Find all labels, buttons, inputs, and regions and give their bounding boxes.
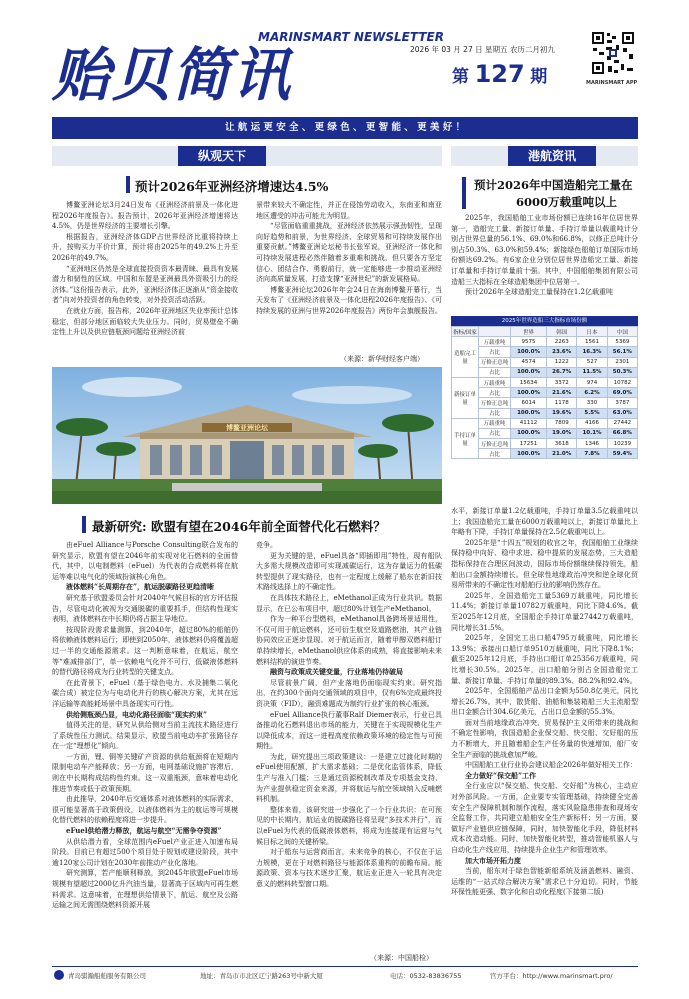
article3-body — [451, 506, 638, 898]
paragraph: 尽管前景广阔，但产业落地仍面临现实约束。研究指出，在约300个面向交通领域的项目中，仅有6%完成最终投资决策（FID），融资难题成为制约行业扩张的核心瓶颈。 — [256, 678, 442, 708]
unit-cell: 万载重吨 — [479, 418, 511, 428]
paragraph: 值得关注的是，研究从供给侧对当前主流技术路径进行了系统性压力测试。结果显示，欧盟当前电动车扩张路径存在一定“理想化”倾向。 — [52, 721, 238, 751]
table-cell: 100.0% — [511, 449, 547, 459]
table-cell: 1178 — [547, 398, 577, 408]
table-cell: 4574 — [511, 357, 547, 367]
article2-title[interactable]: 最新研究: 欧盟有望在2046年前全面替代化石燃料？ — [92, 519, 386, 534]
header-cell: 中国 — [607, 327, 637, 337]
header-cell: 世界 — [511, 327, 547, 337]
unit-cell: 万修正总吨 — [479, 439, 511, 449]
table-cell: 21.0% — [547, 449, 577, 459]
group-label: 新接订单量 — [452, 377, 479, 418]
table-cell: 16.3% — [577, 347, 607, 357]
paragraph: 作为一种平台型燃料，eMethanol具备跨场景适用性，不仅可用于航运燃料，还可衍生航空及道路燃油，其产业链协同效应正逐步显现。对于航运而言，随着甲醇双燃料船订单持续增长，eMethanol供应体系的成熟，将直接影响未来燃料结构的演进节奏。 — [256, 615, 442, 666]
paragraph: 研究基于欧盟委员会针对2040年气候目标的官方评估报告，尽管电动化被视为交通脱碳的重要抓手，但结构性现实表明，液体燃料在中长期仍将占据主导地位。 — [52, 593, 238, 624]
table-cell: 59.4% — [607, 449, 637, 459]
table-cell: 3618 — [547, 439, 577, 449]
article1-title[interactable]: 预计2026年亚洲经济增速达4.5% — [135, 179, 329, 194]
unit-cell: 占比 — [479, 408, 511, 418]
table-cell: 10239 — [607, 439, 637, 449]
paragraph: 由此推导，2040年后交通体系对液体燃料的实际需求，很可能显著高于政策假设，以液体燃料为主的航运等可规模化替代燃料的依赖程度将进一步提升。 — [52, 795, 238, 825]
paragraph: 研究测算，若产能顺利释放，到2045年欧盟eFuel市场规模有望超过2000亿升汽油当量，显著高于区域内可再生燃料需求。这意味着，在理想供给情景下，航运、航空及公路运输之间无需围绕燃料资源开展 — [52, 869, 238, 910]
table-cell: 7.8% — [577, 449, 607, 459]
group-label: 手持订单量 — [452, 418, 479, 459]
newsletter-name: MARINSMART NEWSLETTER — [258, 30, 444, 44]
subheading: eFuel供给潜力释放，航运与航空“无需争夺资源” — [66, 826, 222, 836]
paragraph: 景带来较大不确定性，并正在侵蚀劳动收入，东南亚和南亚地区遭受的冲击可能尤为明显。 — [256, 201, 442, 220]
table-cell: 1346 — [577, 439, 607, 449]
table-cell: 27442 — [607, 418, 637, 428]
footer-phone: 电话：0532-83836755 — [390, 972, 462, 980]
table-cell: 19.6% — [547, 408, 577, 418]
article3-intro — [451, 213, 638, 298]
table-cell: 19.0% — [547, 428, 577, 438]
table-cell: 100.0% — [511, 428, 547, 438]
paragraph: “亚洲地区仍然是全球直接投资资本最青睐、最具有发展潜力和韧性的区域。中国和东盟是亚洲最具外资吸引力的经济体。”这份报告表示，此外，亚洲经济体正逐渐从“资金接收者”向对外投资者的角色转变，对外投资活动活跃。 — [52, 264, 238, 305]
article3-title-line1[interactable]: 预计2026年中国造船完工量在 — [474, 178, 633, 192]
paragraph: 中国船舶工业行业协会建议船企2026年做好相关工作： — [465, 761, 637, 770]
paragraph: 当前，船东对于绿色智能新船系统及涵盖燃料、融资、运维的“一站式综合解决方案”需求已十分迫切。同时，节能环保性能更强、数字化和自动化程度(下接第二版) — [451, 867, 638, 897]
issue-number — [452, 60, 547, 88]
paragraph: 为此，研究提出三项政策建议：一是建立过渡化时期的eFuel使用配额，扩大需求基础；二是优化监管体系，降低生产与准入门槛；三是通过资源税制改革及专项基金支持，为产业提供稳定资金来源，并将航运与航空领域纳入反哺燃料机制。 — [256, 752, 442, 804]
table-cell: 527 — [577, 357, 607, 367]
paragraph: eFuel Alliance执行董事Ralf Diemer表示，行业已具备推动化石燃料退出市场的能力，关键在于实现规模化生产以降低成本，而这一进程高度依赖政策环境的稳定性与可预期性。 — [256, 710, 442, 751]
header-cell — [479, 327, 511, 337]
paragraph: 博鳌亚洲论坛3月24日发布《亚洲经济前景及一体化进程2026年度报告》。报告预计，2026年亚洲经济增速将达4.5%，仍是世界经济的主要增长引擎。 — [52, 201, 238, 231]
table-cell: 6014 — [511, 398, 547, 408]
table-cell: 2301 — [607, 357, 637, 367]
paragraph: 在就业方面，报告称，2026年亚洲地区失业率预计总体稳定，但部分地区面临较大失业压力。同时，贸易壁垒不确定性上升以及供应链瓶颈问题给亚洲经济前 — [52, 306, 238, 337]
table-cell: 23.6% — [547, 347, 577, 357]
table-cell: 6.2% — [577, 388, 607, 398]
unit-cell: 占比 — [479, 367, 511, 377]
subheading: 液体燃料“长周期存在”，航运脱碳路径更趋清晰 — [66, 582, 215, 592]
table-cell: 69.0% — [607, 388, 637, 398]
table-cell: 100.0% — [511, 408, 547, 418]
footer-logo-icon — [54, 970, 64, 980]
paragraph: “尽管面临重重挑战，亚洲经济依然展示强劲韧性，呈现向好趋势和前景，为世界经济、全球贸易和可持续发展作出重要贡献。”博鳌亚洲论坛秘书长张军说，亚洲经济一体化和可持续发展进程必然伴随着多重难和挑战，但只要各方坚定信心、团结合作、勇毅前行，就一定能够进一步推动亚洲经济向高质量发展，打造支撑“亚洲世纪”的新发展格局。 — [256, 222, 442, 284]
paragraph: 面对当前地缘政治冲突、贸易保护主义所带来的挑战和不确定性影响，我国造船企业保交船、快交船、交好船的压力不断增大，并且随着船企生产任务量的快速增加，船厂安全生产面临的挑战愈加严峻。 — [451, 718, 638, 759]
footer-address: 地址：青岛市市北区辽宁路263号中新大厦 — [200, 972, 323, 980]
header-cell: 日本 — [577, 327, 607, 337]
paragraph: 整体来看，该研究进一步强化了一个行业共识：在可预见的中长期内，航运业的脱碳路径将呈现“多技术并行”，而以eFuel为代表的低碳液体燃料，将成为连接现有运营与气候目标之间的关键桥梁。 — [256, 805, 442, 846]
app-label: MARINSMART APP — [586, 80, 638, 86]
paragraph: 更为关键的是，eFuel具备“即插即用”特性，现有船队大多需大规模改造即可实现减碳运行，这为存量运力的低碳转型提供了现实路径，也有一定程度上缓解了船东在新旧技术路线选择上的不确定性。 — [256, 551, 442, 592]
paragraph: 在具体技术路径上，eMethanol正成为行业共识。数据显示，在已公布项目中，超过80%计划生产eMethanol。 — [256, 593, 442, 613]
issue-suffix: 期 — [530, 67, 548, 87]
table-cell: 63.0% — [607, 408, 637, 418]
subheading: 融资与政策成关键变量，行业落地仍待破局 — [270, 667, 403, 677]
table-cell: 21.6% — [547, 388, 577, 398]
paragraph: 一方面，锂、铜等关键矿产资源的供给瓶颈将在短期内限制电动车产能释放；另一方面，电网基础设施扩容滞后，则在中长期构成结构性约束。这一双重瓶颈，意味着电动化推进节奏或低于政策预期。 — [52, 752, 238, 793]
table-cell: 100.0% — [511, 347, 547, 357]
article3-title-line2[interactable]: 6000万载重吨以上 — [516, 195, 618, 209]
header-cell: 指标/国家 — [452, 327, 479, 337]
paragraph: 2025年，我国船舶工业市场份额已连续16年位居世界第一，造船完工量、新接订单量、手持订单量以载重吨计分别占世界总量的56.1%、69.0%和66.8%，以修正总吨计分别占50.3%、63.0%和59.4%；新接绿色船舶订单国际市场份额达69.2%。有6家企业分别位居世界造船完工量、新接订单量和手持订单量前十强。其中，中国船舶集团有限公司造船三大指标在全球造船集团中位居第一。 — [451, 214, 638, 286]
header-cell: 韩国 — [547, 327, 577, 337]
market-share-table — [451, 316, 638, 459]
article1-col1 — [52, 200, 238, 338]
table-cell: 7809 — [547, 418, 577, 428]
slogan: 让 航 运 更 安 全 、 更 绿 色 、 更 智 能 、 更 美 好 ！ — [224, 122, 466, 133]
table-cell: 5369 — [607, 337, 637, 347]
table-cell: 100.0% — [511, 388, 547, 398]
table-cell: 5.5% — [577, 408, 607, 418]
footer-rule — [52, 966, 638, 967]
forum-building-photo — [52, 367, 442, 504]
paragraph: 根据报告，亚洲经济体GDP占世界经济比重将持续上升，按购买力平价计算，预计将由2025年的49.2%上升至2026年的49.7%。 — [52, 232, 238, 262]
paragraph: 按现阶段需求量测算，到2040年，超过80%的船舶仍将依赖液体燃料运行；即使到2050年，液体燃料仍将覆盖超过一半的交通能源需求。这一判断意味着，在航运、航空等“难减排部门”，单一依赖电气化并不可行，低碳液体燃料的替代路径将成为行业转型的关键支点。 — [52, 625, 238, 677]
table-cell: 1561 — [577, 337, 607, 347]
forum-sign-text: 博鳌亚洲论坛 — [226, 423, 268, 432]
paragraph: 2025年，全国造船完工量5369万载重吨，同比增长11.4%；新接订单量10782万载重吨，同比下降4.6%。截至2025年12月底，全国船企手持订单量27442万载重吨，同比增长31.5%。 — [451, 591, 638, 632]
table-cell: 15634 — [511, 377, 547, 387]
unit-cell: 占比 — [479, 449, 511, 459]
paragraph: 对于船东与运营商而言，未来竞争的核心，不仅在于运力规模，更在于对燃料路径与能源体系重构的前瞻布局。能源政策、资本与技术逐步汇聚，航运业正进入一轮具有决定意义的燃料转型窗口期。 — [256, 848, 442, 888]
table-cell: 100.0% — [511, 367, 547, 377]
table-cell: 1222 — [547, 357, 577, 367]
table-cell: 974 — [577, 377, 607, 387]
table-cell: 41112 — [511, 418, 547, 428]
group-label: 造船完工量 — [452, 337, 479, 378]
table-cell: 11.5% — [577, 367, 607, 377]
article2-col2 — [256, 540, 442, 890]
paragraph: 全行业应以“保交船、快交船、交好船”为核心，主动应对外部风险。一方面，企业要专实管理基础，持续健全完善安全生产保障机制和制作流程，落实风险隐患排查和现场安全监督工作，共同建立船舶安全生产新标杆；另一方面，要做好产业链供应链保障，同时，加快智能化手段，降低材料成本改造动能。同时，加快智能化转型，推动智能机器人与自动化生产线应用，持续提升企业生产和管理效率。 — [451, 782, 638, 854]
article2-col1 — [52, 540, 238, 911]
paragraph: 博鳌亚洲论坛2026年年会24日在海南博鳌开幕行，当天发布了《亚洲经济前景及一体化进程2026年度报告》、《可持续发展的亚洲与世界2026年度报告》两份年会旗舰报告。 — [256, 285, 442, 315]
table-cell: 9575 — [511, 337, 547, 347]
table-cell: 3787 — [607, 398, 637, 408]
stat-table — [451, 326, 638, 459]
article2-source: （来源：中国船检） — [370, 954, 433, 962]
qr-code-icon[interactable] — [590, 30, 636, 76]
unit-cell: 占比 — [479, 428, 511, 438]
subheading: 加大市场开拓力度 — [465, 855, 521, 865]
table-cell: 3372 — [547, 377, 577, 387]
table-cell: 330 — [577, 398, 607, 408]
paragraph: 预计2026年全球造船完工量保持在1.2亿载重吨 — [465, 288, 613, 297]
article2-title-bar — [82, 516, 86, 533]
paragraph: 在此背景下，eFuel（基于绿色电力、水及捕集二氧化碳合成）被定位为与电动化并行的核心解决方案，尤其在远洋运输等高能耗场景中具备现实可行性。 — [52, 678, 238, 708]
section-tab-port[interactable]: 港航资讯 — [508, 146, 596, 166]
section-tab-world[interactable]: 纵观天下 — [178, 146, 266, 166]
unit-cell: 占比 — [479, 347, 511, 357]
table-cell: 17251 — [511, 439, 547, 449]
unit-cell: 万修正总吨 — [479, 398, 511, 408]
article1-source: （来源：新华财经客户端） — [340, 355, 424, 363]
table-cell: 26.7% — [547, 367, 577, 377]
footer-company: 青岛骐瀚船舶服务有限公司 — [68, 972, 146, 980]
table-cell: 56.1% — [607, 347, 637, 357]
footer-website-link[interactable]: 官方平台：http://www.marinsmart.pro/ — [490, 972, 613, 980]
paragraph: 2025年是“十四五”规划的收官之年，我国船舶工业继续保持稳中向好、稳中求进、稳中提质的发展态势，三大造船指标保持在合理区间波动，国际市场份额继续保持领先，船舶出口金额持续增长。但全球性地缘政治冲突和逆全球化贸易所带来的不确定性对船舶行业的影响仍然存在。 — [451, 538, 638, 590]
unit-cell: 万修正总吨 — [479, 357, 511, 367]
article3-title-bar — [462, 177, 466, 209]
article1-title-bar — [126, 176, 130, 193]
paragraph: 2025年，全国船舶产品出口金额为550.8亿美元，同比增长26.7%。其中，散货船、油船和集装箱船三大主流船型出口金额合计304.6亿美元，占出口总金额的55.3%。 — [451, 687, 638, 717]
unit-cell: 万载重吨 — [479, 337, 511, 347]
table-cell: 4166 — [577, 418, 607, 428]
paragraph: 水平，新接订单量1.2亿载重吨，手持订单量3.5亿载重吨以上；我国造船完工量在6000万载重吨以上，新接订单量比上年略有下降，手持订单量保持在2.5亿载重吨以上。 — [451, 507, 638, 537]
table-cell: 2263 — [547, 337, 577, 347]
subheading: 供给侧瓶颈凸显，电动化路径面临“现实约束” — [66, 709, 208, 719]
paragraph: 竞争。 — [256, 541, 277, 549]
article1-col2 — [256, 200, 442, 317]
paragraph: 2025年，全国完工出口船4795万载重吨，同比增长13.9%；承接出口船订单9510万载重吨，同比下降8.1%；截至2025年12月底，手持出口船订单25356万载重吨，同比增长30.5%。2025年，出口船舶分别占全国造船完工量、新接订单量、手持订单量的89.3%、88.2%和92.4%。 — [451, 634, 638, 685]
table-caption: 2025年世界造船三大指标市场份额 — [451, 316, 638, 326]
paragraph: 从供给潜力看，全球范围内eFuel产业正进入加速布局阶段。目前已有超过500个项目处于规划或建设阶段，其中逾120家公司计划在2030年前推动产业化落地。 — [52, 837, 238, 867]
unit-cell: 万载重吨 — [479, 377, 511, 387]
issue-value: 127 — [474, 60, 525, 88]
table-cell: 50.3% — [607, 367, 637, 377]
table-cell: 10.1% — [577, 428, 607, 438]
date-line: 2026 年 03 月 27 日 星期五 农历二月初九 — [410, 45, 555, 54]
issue-prefix: 第 — [452, 67, 469, 87]
table-cell: 66.8% — [607, 428, 637, 438]
table-cell: 10782 — [607, 377, 637, 387]
subheading: 全力做好“保交船”工作 — [465, 770, 537, 780]
newsletter-logo: 贻贝简讯 — [52, 41, 293, 109]
paragraph: 由eFuel Alliance与Porsche Consulting联合发布的研究显示，欧盟有望在2046年前实现对化石燃料的全面替代，其中，以电制燃料（eFuel）为代表的合成燃料将在航运等难以电气化的领域扮演核心角色。 — [52, 541, 238, 581]
unit-cell: 占比 — [479, 388, 511, 398]
